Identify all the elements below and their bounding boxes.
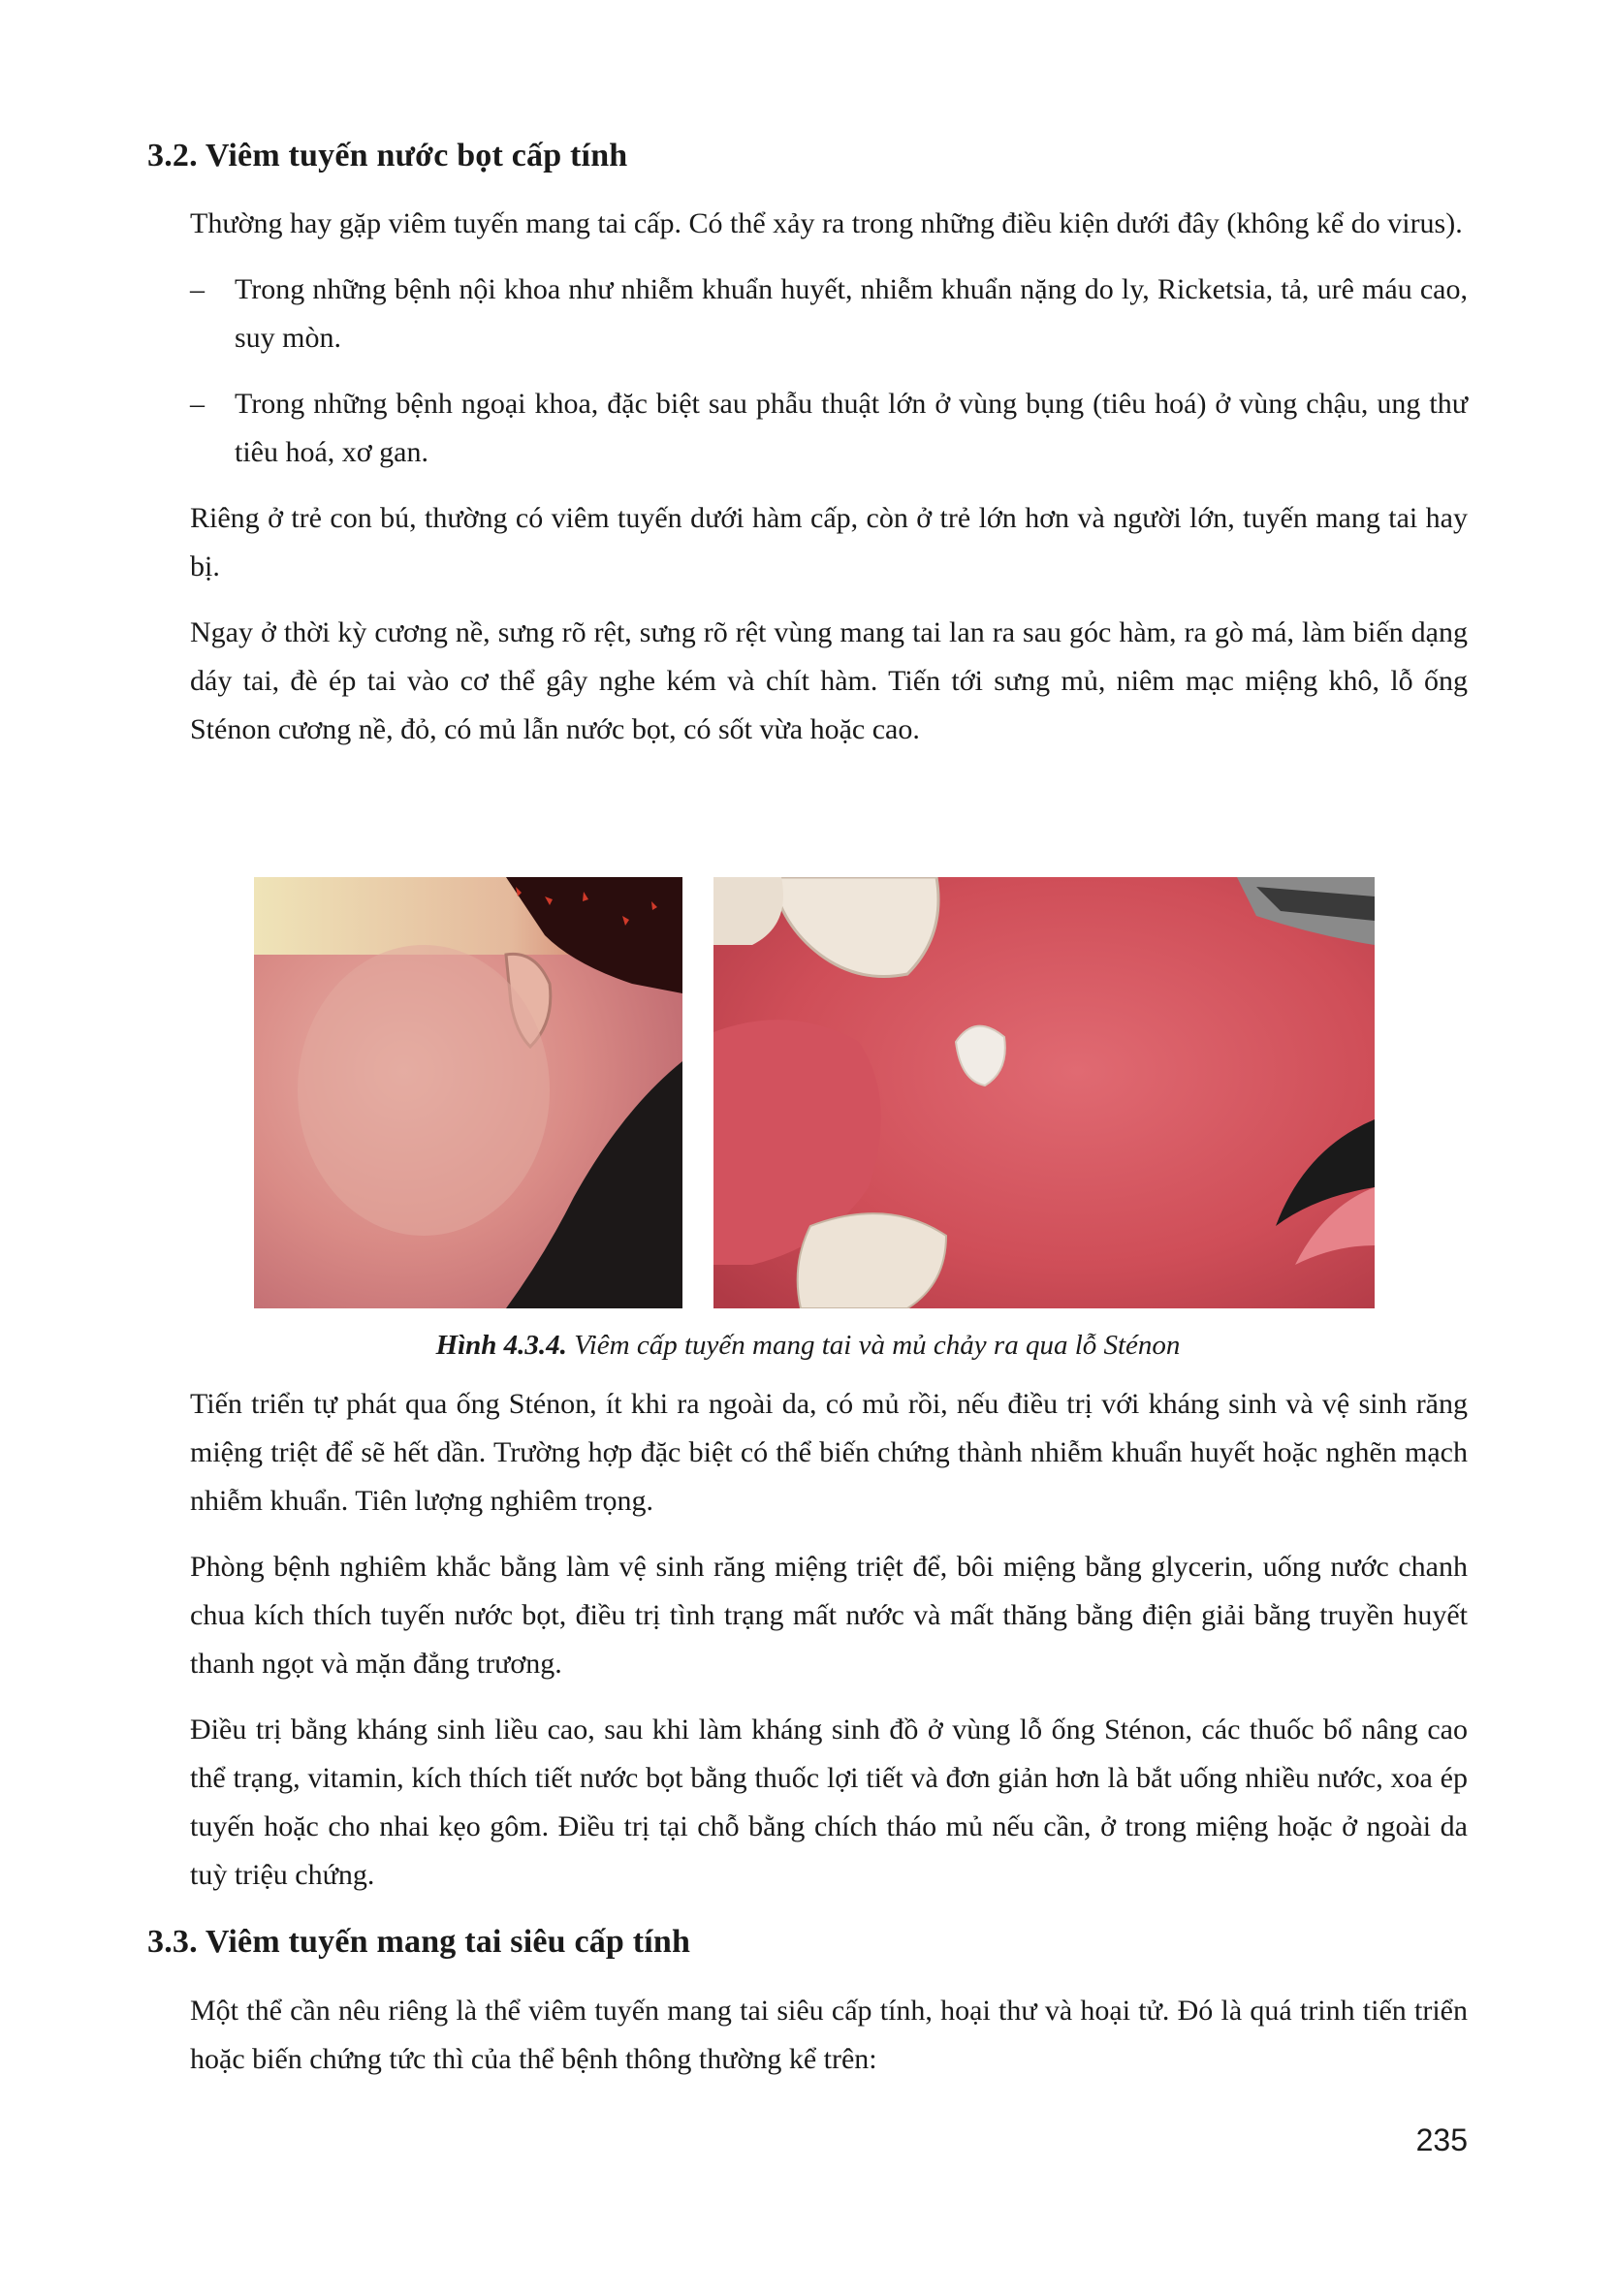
paragraph-hyperacute: Một thể cần nêu riêng là thể viêm tuyến mang tai siêu cấp tính, hoại thư và hoại tử. Đó là quá trinh tiến triển hoặc biến chứng tức thì của thể bệnh thông thường kể trên:: [190, 1995, 1468, 2075]
section-3-2-body-bottom: [190, 1380, 1468, 1917]
bullet-list: [190, 266, 1468, 477]
figure-caption-text: Viêm cấp tuyến mang tai và mủ chảy ra qua lỗ Sténon: [574, 1330, 1181, 1361]
paragraph-treatment: Điều trị bằng kháng sinh liều cao, sau khi làm kháng sinh đồ ở vùng lỗ ống Sténon, các thuốc bổ nâng cao thể trạng, vitamin, kích thích tiết nước bọt bằng thuốc lợi tiết và đơn giản hơn là bắt uống nhiều nước, xoa ép tuyến hoặc cho nhai kẹo gôm. Điều trị tại chỗ bằng chích tháo mủ nếu cần, ở trong miệng hoặc ở ngoài da tuỳ triệu chứng.: [190, 1714, 1468, 1891]
paragraph-symptoms: Ngay ở thời kỳ cương nề, sưng rõ rệt, sưng rõ rệt vùng mang tai lan ra sau góc hàm, ra gò má, làm biến dạng dáy tai, đè ép tai vào cơ thể gây nghe kém và chít hàm. Tiến tới sưng mủ, niêm mạc miệng khô, lỗ ống Sténon cương nề, đỏ, có mủ lẫn nước bọt, có sốt vừa hoặc cao.: [190, 616, 1468, 745]
figure-caption: [0, 1330, 1616, 1362]
paragraph-intro: Thường hay gặp viêm tuyến mang tai cấp. Có thể xảy ra trong những điều kiện dưới đây (không kể do virus).: [190, 207, 1463, 239]
figure-label: Hình 4.3.4.: [435, 1330, 567, 1361]
figure-4-3-4: [254, 877, 1375, 1308]
list-item: [190, 266, 1468, 362]
list-item: [190, 380, 1468, 477]
list-item-text: Trong những bệnh ngoại khoa, đặc biệt sau phẫu thuật lớn ở vùng bụng (tiêu hoá) ở vùng chậu, ung thư tiêu hoá, xơ gan.: [235, 388, 1468, 468]
section-3-2-body-top: [190, 200, 1468, 771]
mouth-illustration: [713, 877, 1375, 1308]
section-heading-3-2: 3.2. Viêm tuyến nước bọt cấp tính: [147, 138, 628, 173]
paragraph-children: Riêng ở trẻ con bú, thường có viêm tuyến dưới hàm cấp, còn ở trẻ lớn hơn và người lớn, tuyến mang tai hay bị.: [190, 502, 1468, 582]
photo-oral-cavity: [713, 877, 1375, 1308]
cheek-illustration: [254, 877, 682, 1308]
page-number: 235: [1415, 2123, 1468, 2157]
section-3-3-body: [190, 1987, 1468, 2101]
list-item-text: Trong những bệnh nội khoa như nhiễm khuẩn huyết, nhiễm khuẩn nặng do ly, Ricketsia, tả, urê máu cao, suy mòn.: [235, 273, 1468, 354]
photo-swollen-cheek: [254, 877, 682, 1308]
paragraph-progress: Tiến triển tự phát qua ống Sténon, ít khi ra ngoài da, có mủ rồi, nếu điều trị với kháng sinh và vệ sinh răng miệng triệt để sẽ hết dần. Trường hợp đặc biệt có thể biến chứng thành nhiễm khuẩn huyết hoặc nghẽn mạch nhiễm khuẩn. Tiên lượng nghiêm trọng.: [190, 1388, 1468, 1517]
bullet-dash: –: [190, 388, 205, 420]
bullet-dash: –: [190, 273, 205, 305]
paragraph-prevention: Phòng bệnh nghiêm khắc bằng làm vệ sinh răng miệng triệt để, bôi miệng bằng glycerin, uống nước chanh chua kích thích tuyến nước bọt, điều trị tình trạng mất nước và mất thăng bằng điện giải bằng truyền huyết thanh ngọt và mặn đẳng trương.: [190, 1551, 1468, 1680]
section-heading-3-3: 3.3. Viêm tuyến mang tai siêu cấp tính: [147, 1924, 691, 1960]
